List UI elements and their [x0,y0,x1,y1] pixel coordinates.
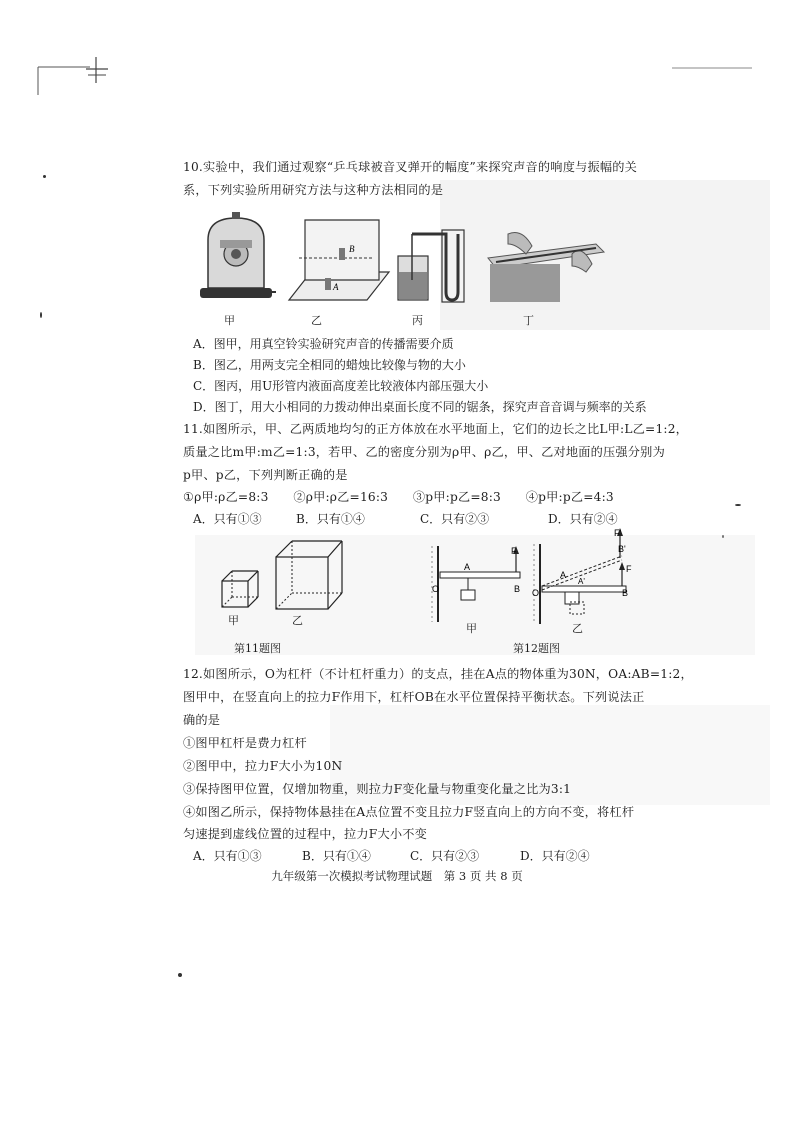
q11-fig-label-jia: 甲 [228,614,239,627]
q10-option-a: A．图甲，用真空铃实验研究声音的传播需要介质 [193,337,454,351]
q12-fig-label-jia: 甲 [466,622,477,635]
q12-yi-label-F2: F' [614,528,622,538]
q12-option-a: A．只有①③ [193,849,262,863]
q12-statement-2: ②图甲中，拉力F大小为10N [183,759,343,773]
q12-jia-label-A: A [464,562,471,572]
scan-speck [735,504,741,506]
scan-speck [43,175,46,178]
q12-option-c: C．只有②③ [410,849,480,863]
q10-option-d: D．图丁，用大小相同的力拨动伸出桌面长度不同的锯条，探究声音音调与频率的关系 [193,400,647,414]
q11-fig-label-yi: 乙 [292,614,303,627]
crop-mark-top-left [30,55,120,95]
q11-caption: 第11题图 [234,642,281,655]
q12-stem-line3: 确的是 [183,713,221,727]
q12-fig-lever-jia [428,540,528,626]
q11-stem-line1: 11.如图所示，甲、乙两质地均匀的正方体放在水平地面上，它们的边长之比L甲:L乙=1:2， [183,422,689,436]
q12-yi-label-B: B [622,588,629,598]
q10-stem-line1: 10.实验中，我们通过观察“乒乓球被音叉弹开的幅度”来探究声音的响度与振幅的关 [183,160,638,174]
q12-yi-label-F: F [626,564,632,574]
q11-stem-line2: 质量之比m甲:m乙=1:3，若甲、乙的密度分别为ρ甲、ρ乙，甲、乙对地面的压强分别为 [183,445,665,459]
q12-yi-label-B2: B' [618,544,626,554]
q11-stem-line3: p甲、p乙，下列判断正确的是 [183,468,348,482]
q12-statement-4: ④如图乙所示，保持物体悬挂在A点位置不变且拉力F竖直向上的方向不变，将杠杆 [183,805,635,819]
q10-fig-bell-jar [196,210,276,306]
q12-yi-label-A2: A' [578,577,585,586]
q10-fig-candle-mirror [287,212,391,306]
scan-speck [178,973,182,977]
q10-fig-label-yi: 乙 [311,314,322,327]
q10-fig-u-tube [392,222,474,306]
q10-point-label-A: A [333,282,339,292]
q10-fig-label-bing: 丙 [412,314,423,327]
q12-stem-line2: 图甲中，在竖直向上的拉力F作用下，杠杆OB在水平位置保持平衡状态。下列说法正 [183,690,645,704]
q12-option-d: D．只有②④ [520,849,590,863]
q11-option-b: B．只有①④ [296,512,365,526]
q10-stem-line2: 系，下列实验所用研究方法与这种方法相同的是 [183,183,444,197]
q10-point-label-B: B [349,244,355,254]
q12-caption: 第12题图 [513,642,560,655]
q12-jia-label-O: O [432,584,440,594]
page-footer: 九年级第一次模拟考试物理试题 第 3 页 共 8 页 [271,869,523,883]
q12-statement-1: ①图甲杠杆是费力杠杆 [183,736,307,750]
q11-statements: ①ρ甲:ρ乙=8:3 ②ρ甲:ρ乙=16:3 ③p甲:p乙=8:3 ④p甲:p乙=4:3 [183,490,614,504]
q10-fig-label-jia: 甲 [224,314,235,327]
scan-speck [40,312,42,318]
q12-jia-label-F: F [511,546,517,556]
q12-stem-line1: 12.如图所示，O为杠杆（不计杠杆重力）的支点，挂在A点的物体重为30N，OA:AB=1:2， [183,667,693,681]
q10-fig-label-ding: 丁 [523,314,534,327]
q12-yi-label-O: O [532,588,540,598]
q12-fig-lever-yi [530,528,640,628]
q12-statement-4-cont: 匀速提到虚线位置的过程中，拉力F大小不变 [183,827,428,841]
q11-option-a: A．只有①③ [193,512,262,526]
q11-option-d: D．只有②④ [548,512,618,526]
q10-fig-saw-blade [486,224,606,304]
q10-option-c: C．图丙，用U形管内液面高度差比较液体内部压强大小 [193,379,489,393]
q12-option-b: B．只有①④ [302,849,371,863]
crop-mark-top-right [672,60,762,80]
q12-fig-label-yi: 乙 [572,622,583,635]
q12-yi-label-A: A [560,570,567,580]
q11-option-c: C．只有②③ [420,512,490,526]
q10-option-b: B．图乙，用两支完全相同的蜡烛比较像与物的大小 [193,358,466,372]
q12-jia-label-B: B [514,584,521,594]
q12-statement-3: ③保持图甲位置，仅增加物重，则拉力F变化量与物重变化量之比为3:1 [183,782,572,796]
